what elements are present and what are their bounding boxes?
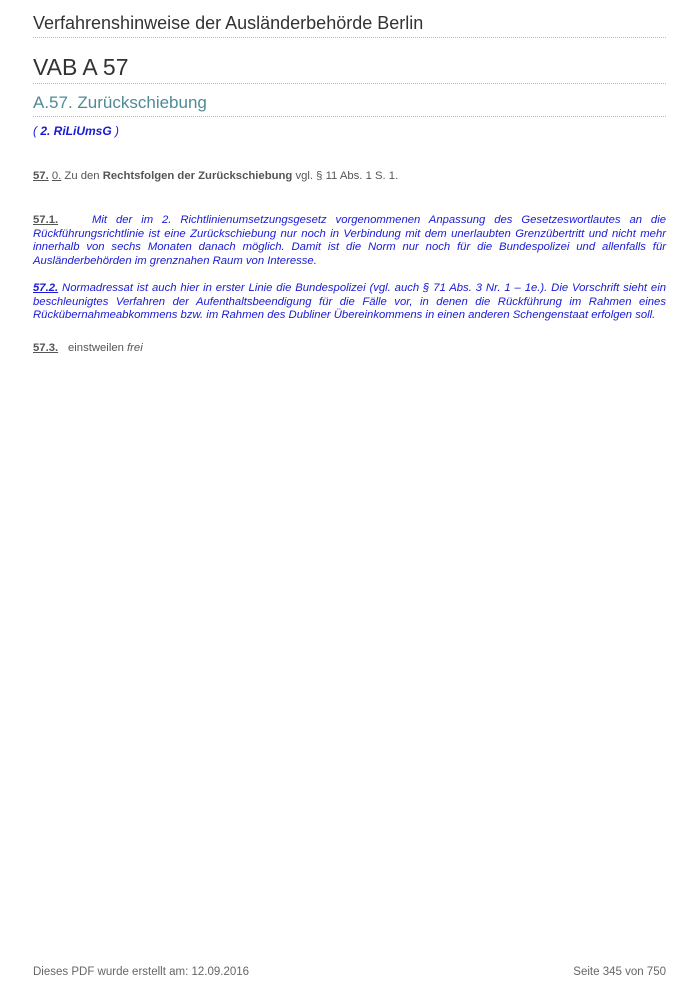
document-page <box>33 0 666 990</box>
paragraph-57-2 <box>33 282 666 323</box>
paragraph-text-italic: frei <box>127 342 143 354</box>
paragraph-text-bold: Rechtsfolgen der Zurückschiebung <box>102 170 293 182</box>
paragraph-text: Normadressat ist auch hier in erster Linie die Bundespolizei (vgl. auch § 71 Abs. 3 Nr. 1 – 1e.). Die Vorschrift sieht ein beschleunigtes Verfahren der Aufenthaltsbeendigung für die Fälle vor, in denen die Rückführung im Rahmen eines Rückübernahmeabkommens bzw. im Rahmen des Dubliner Übereinkommens in einen anderen Schengenstaat erfolgen soll. <box>33 282 666 321</box>
paragraph-text: Mit der im 2. Richtlinienumsetzungsgesetz vorgenommenen Anpassung des Gesetzeswortlautes an die Rückführungsrichtlinie ist eine Zurückschiebung nur noch in Verbindung mit dem unerlaubten Grenzübertritt und nicht mehr innerhalb von sechs Monaten danach möglich. Damit ist die Norm nur noch für die Bundespolizei und allenfalls für Ausländerbehörden im grenznahen Raum von Interesse. <box>33 214 666 267</box>
section-title: A.57. Zurückschiebung <box>33 93 207 112</box>
header-divider <box>33 37 666 38</box>
paragraph-57-3 <box>33 342 666 356</box>
paragraph-57-0 <box>33 170 666 184</box>
paragraph-57-1 <box>33 214 666 268</box>
reference-line <box>33 124 119 138</box>
reference-close: ) <box>111 124 120 138</box>
paragraph-number[interactable]: 57.2. <box>33 282 59 294</box>
title-divider <box>33 83 666 84</box>
rilliumsg-link[interactable]: 2. RiLiUmsG <box>40 124 112 138</box>
paragraph-number[interactable]: 57.3. <box>33 342 59 354</box>
section-divider <box>33 116 666 117</box>
reference-open: ( <box>33 124 41 138</box>
paragraph-number[interactable]: 57. <box>33 170 49 182</box>
header-title: Verfahrenshinweise der Ausländerbehörde Berlin <box>33 13 424 33</box>
footer-page-number: Seite 345 von 750 <box>573 966 666 978</box>
paragraph-text-post: vgl. § 11 Abs. 1 S. 1. <box>292 170 399 182</box>
paragraph-text: einstweilen <box>68 342 128 354</box>
document-title: VAB A 57 <box>33 54 129 80</box>
paragraph-number[interactable]: 57.1. <box>33 214 59 226</box>
paragraph-subnumber[interactable]: 0. <box>51 170 62 182</box>
footer-created-date: Dieses PDF wurde erstellt am: 12.09.2016 <box>33 966 250 978</box>
paragraph-text-pre: Zu den <box>61 170 103 182</box>
